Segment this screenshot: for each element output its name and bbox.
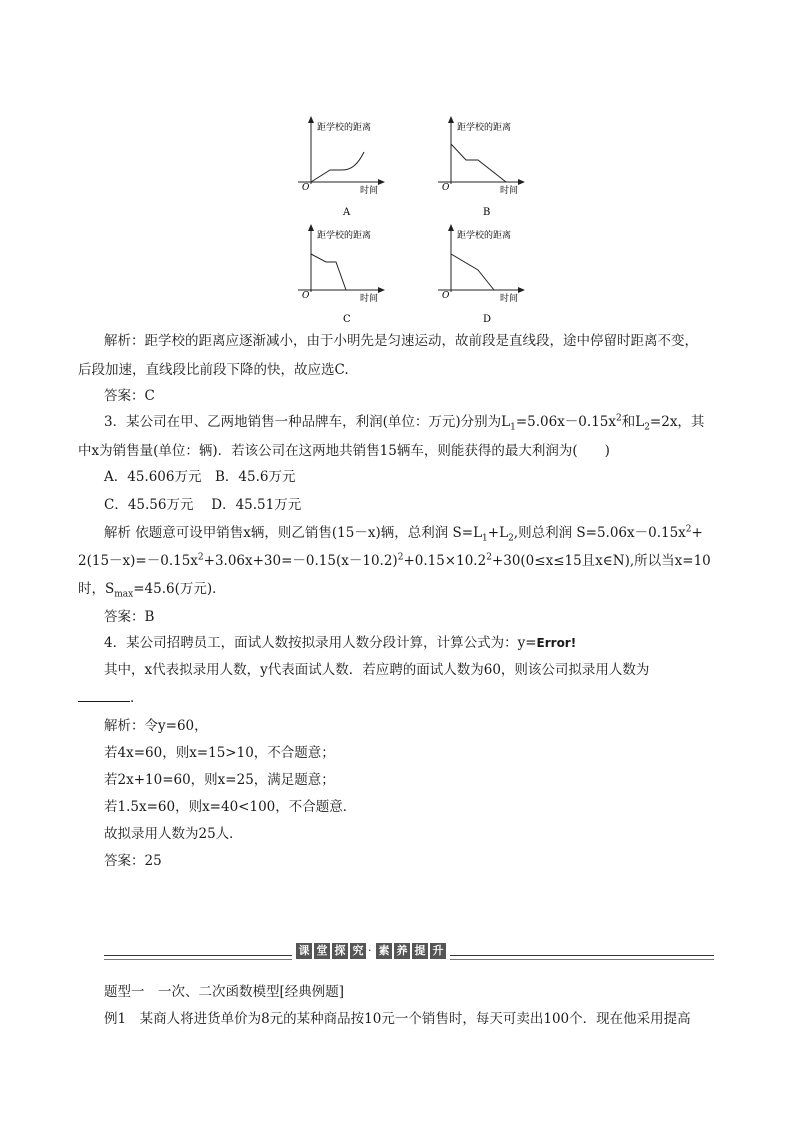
example-1-line: 例1 某商人将进货单价为8元的某种商品按10元一个销售时，每天可卖出100个．现在他采用提高 [104,1011,691,1027]
panel-d-xlabel: 时间 [500,294,519,304]
panel-c-curve [311,254,346,290]
banner-char-7: 提 [412,943,428,959]
q4-analysis-line-5: 故拟录用人数为25人． [104,826,243,842]
panel-a-curve [311,152,364,182]
banner-char-6: 养 [394,943,410,959]
q4-analysis-line-2: 若4x=60，则x=15>10，不合题意； [104,745,335,761]
panel-a-x-arrow [378,179,385,185]
panel-c-label: C [343,314,351,322]
panel-c [298,224,385,322]
q3-stem-line-2: 中x为销售量(单位：辆)．若该公司在这两地共销售15辆车，则能获得的最大利润为( ) [78,443,610,459]
q4-stem-line-2: 其中，x代表拟录用人数，y代表面试人数．若应聘的面试人数为60，则该公司拟录用人数为 [104,662,650,678]
q4-answer-blank [78,689,130,702]
q4-stem-line-3: ． [78,687,144,709]
panel-c-origin: O [302,291,310,301]
q4-analysis-line-1: 解析：令y=60， [104,718,208,734]
panel-a [298,116,385,218]
q3-options-line-2: C．45.56万元 D．45.51万元 [104,497,302,513]
q2-analysis-line-1: 解析：距学校的距离应逐渐减小，由于小明先是匀速运动，故前段是直线段，途中停留时距离不变， [104,333,698,349]
q3-answer: 答案：B [104,609,155,625]
panel-d-ylabel: 距学校的距离 [457,231,512,241]
distance-time-figures [286,112,536,322]
banner-dot: · [368,944,372,957]
q3-options-line-1: A．45.606万元 B．45.6万元 [104,469,296,485]
panel-a-xlabel: 时间 [360,186,379,196]
q2-answer: 答案：C [104,388,155,404]
panel-b [438,116,525,218]
panel-b-origin: O [442,183,450,193]
panel-b-curve [451,144,506,182]
panel-d [438,224,525,322]
panel-c-ylabel: 距学校的距离 [317,231,372,241]
panel-a-origin: O [302,183,310,193]
panel-a-ylabel: 距学校的距离 [317,123,372,133]
banner-rule-left-2 [104,959,292,960]
q4-stem-line-1: 4．某公司招聘员工，面试人数按拟录用人数分段计算，计算公式为：y=Error! [104,635,577,651]
banner-char-4: 究 [350,943,366,959]
banner-char-3: 探 [332,943,348,959]
q4-answer: 答案：25 [104,853,162,869]
panel-a-y-arrow [308,116,314,123]
q3-analysis-line-3: 时，$S_{max}=45.6$(万元)． [78,581,226,600]
q4-analysis-line-4: 若1.5x=60，则x=40<100，不合题意． [104,799,357,815]
banner-rule-left [104,955,292,956]
section-title: 题型一 一次、二次函数模型[经典例题] [104,984,345,1000]
q3-analysis-line-2: $2(15-x)=-0.15x^2+3.06x+30=-0.15(x-10.2)^2+0.15\times 10.2^2+30(0\le x\le 15$且x∈N),所以当x=10 [78,552,711,569]
panel-d-origin: O [442,291,450,301]
banner-char-5: 素 [376,943,392,959]
panel-a-label: A [343,207,351,218]
banner-rule-right-2 [450,959,714,960]
panel-b-label: B [483,207,491,218]
panel-d-label: D [483,314,492,322]
banner-char-1: 课 [296,943,312,959]
q4-error-field: Error! [536,636,577,650]
q4-analysis-line-3: 若2x+10=60，则x=25，满足题意； [104,772,335,788]
panel-b-xlabel: 时间 [500,186,519,196]
banner-char-2: 堂 [314,943,330,959]
banner-char-8: 升 [430,943,446,959]
q3-stem-line-1: 3．某公司在甲、乙两地销售一种品牌车，利润(单位：万元)分别为$L_1=5.06x-0.15x^2$和$L_2=2x$，其 [104,413,705,433]
banner-rule-right [450,955,714,956]
panel-d-curve [451,254,494,290]
panel-b-ylabel: 距学校的距离 [457,123,512,133]
panel-c-xlabel: 时间 [360,294,379,304]
q3-analysis-line-1: 解析 依题意可设甲销售x辆，则乙销售(15－x)辆，总利润 $S=L_1+L_2$,则总利润 $S=5.06x-0.15x^2+$ [104,524,703,544]
section-banner [104,940,714,970]
q2-analysis-line-2: 后段加速，直线段比前段下降的快，故应选C. [78,362,349,378]
